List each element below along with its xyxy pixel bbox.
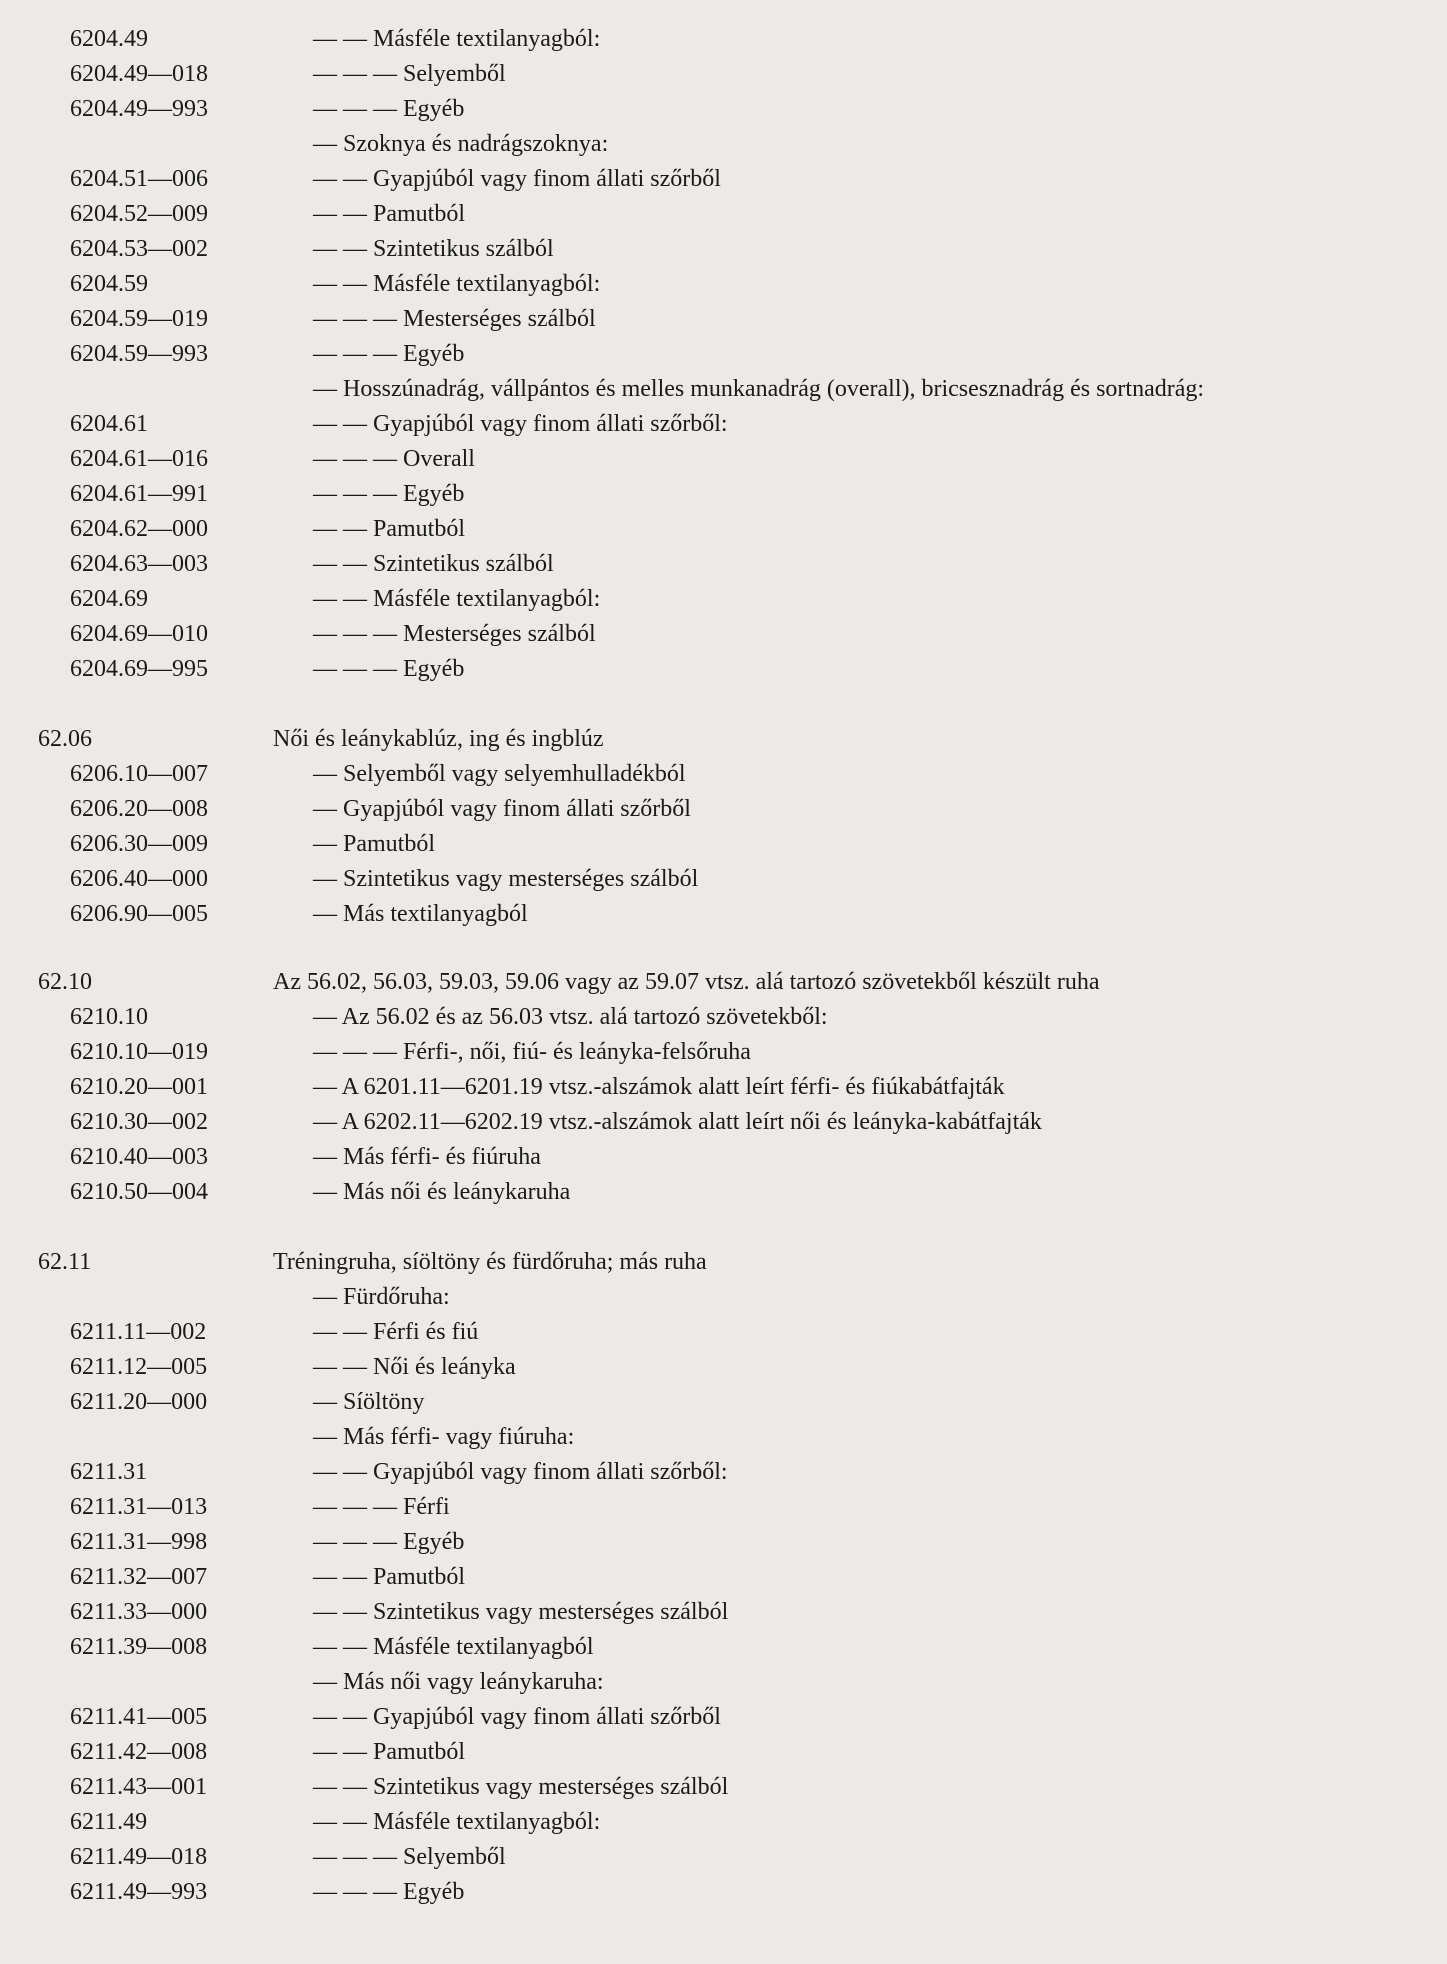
tariff-description: — — Szintetikus szálból (313, 236, 554, 262)
tariff-code: 6211.31—998 (70, 1529, 208, 1555)
tariff-description: — Selyemből vagy selyemhulladékból (313, 761, 686, 787)
tariff-row (0, 897, 1447, 932)
tariff-code: 6206.20—008 (70, 796, 208, 822)
tariff-row (0, 1105, 1447, 1140)
heading-code: 62.10 (38, 969, 92, 995)
tariff-row (0, 1735, 1447, 1770)
heading-code: 62.06 (38, 726, 92, 752)
tariff-row (0, 1070, 1447, 1105)
tariff-description: — — Másféle textilanyagból (313, 1634, 594, 1660)
tariff-row (0, 407, 1447, 442)
tariff-row (0, 1175, 1447, 1210)
tariff-row (0, 1595, 1447, 1630)
tariff-description: — — Szintetikus vagy mesterséges szálból (313, 1774, 729, 1800)
tariff-row (0, 197, 1447, 232)
tariff-description: — — Másféle textilanyagból: (313, 586, 601, 612)
tariff-description: — — Gyapjúból vagy finom állati szőrből: (313, 1459, 728, 1485)
tariff-code: 6211.12—005 (70, 1354, 208, 1380)
tariff-description: — — — Egyéb (313, 96, 465, 122)
tariff-code: 6204.51—006 (70, 166, 208, 192)
tariff-code: 6204.61—991 (70, 481, 208, 507)
tariff-code: 6204.69—010 (70, 621, 208, 647)
tariff-code: 6204.63—003 (70, 551, 208, 577)
tariff-code: 6211.41—005 (70, 1704, 208, 1730)
tariff-row (0, 1805, 1447, 1840)
tariff-row (0, 1630, 1447, 1665)
tariff-description: — — — Egyéb (313, 481, 465, 507)
tariff-row (0, 617, 1447, 652)
tariff-row (0, 1560, 1447, 1595)
tariff-description: — A 6202.11—6202.19 vtsz.-alszámok alatt leírt női és leányka-kabátfajták (313, 1109, 1042, 1135)
tariff-row (0, 1315, 1447, 1350)
tariff-description: — — — Overall (313, 446, 475, 472)
tariff-code: 6204.61—016 (70, 446, 208, 472)
tariff-description: — — — Selyemből (313, 61, 506, 87)
tariff-description: — — — Egyéb (313, 656, 465, 682)
tariff-description: — Gyapjúból vagy finom állati szőrből (313, 796, 691, 822)
tariff-code: 6204.49—993 (70, 96, 208, 122)
tariff-description: — Szoknya és nadrágszoknya: (313, 131, 609, 157)
tariff-description: — Más női vagy leánykaruha: (313, 1669, 604, 1695)
tariff-code: 6211.43—001 (70, 1774, 208, 1800)
tariff-description: — — Pamutból (313, 516, 466, 542)
tariff-description: — Más női és leánykaruha (313, 1179, 571, 1205)
tariff-code: 6210.30—002 (70, 1109, 208, 1135)
tariff-row (0, 1490, 1447, 1525)
tariff-description: — — — Férfi (313, 1494, 450, 1520)
tariff-description: — — — Selyemből (313, 1844, 506, 1870)
tariff-row (0, 862, 1447, 897)
tariff-row (0, 827, 1447, 862)
tariff-description: — Fürdőruha: (313, 1284, 450, 1310)
tariff-description: — — — Egyéb (313, 1879, 465, 1905)
tariff-description: — Pamutból (313, 831, 436, 857)
tariff-code: 6210.20—001 (70, 1074, 208, 1100)
tariff-code: 6211.49—993 (70, 1879, 208, 1905)
tariff-row (0, 1280, 1447, 1315)
tariff-row (0, 652, 1447, 687)
tariff-row (0, 1665, 1447, 1700)
tariff-description: — Más férfi- és fiúruha (313, 1144, 541, 1170)
tariff-row (0, 1420, 1447, 1455)
tariff-code: 6211.49 (70, 1809, 148, 1835)
tariff-code: 6204.53—002 (70, 236, 208, 262)
tariff-row (0, 302, 1447, 337)
tariff-code: 6211.20—000 (70, 1389, 208, 1415)
tariff-description: — Más textilanyagból (313, 901, 528, 927)
tariff-row (0, 1035, 1447, 1070)
tariff-row (0, 22, 1447, 57)
tariff-row (0, 477, 1447, 512)
tariff-row (0, 1840, 1447, 1875)
tariff-description: — — Pamutból (313, 201, 466, 227)
tariff-row (0, 547, 1447, 582)
tariff-description: — — — Mesterséges szálból (313, 306, 596, 332)
tariff-code: 6204.59 (70, 271, 148, 297)
tariff-description: — — Másféle textilanyagból: (313, 1809, 601, 1835)
tariff-row (0, 582, 1447, 617)
tariff-code: 6204.49 (70, 26, 148, 52)
tariff-row (0, 92, 1447, 127)
tariff-description: — — Férfi és fiú (313, 1319, 479, 1345)
tariff-description: — Szintetikus vagy mesterséges szálból (313, 866, 699, 892)
tariff-row (0, 1385, 1447, 1420)
heading-row (0, 722, 1447, 757)
tariff-row (0, 57, 1447, 92)
tariff-row (0, 127, 1447, 162)
tariff-code: 6211.32—007 (70, 1564, 208, 1590)
tariff-code: 6204.69 (70, 586, 148, 612)
tariff-row (0, 372, 1447, 407)
tariff-code: 6211.33—000 (70, 1599, 208, 1625)
tariff-row (0, 162, 1447, 197)
tariff-code: 6211.49—018 (70, 1844, 208, 1870)
heading-row (0, 1245, 1447, 1280)
tariff-code: 6206.90—005 (70, 901, 208, 927)
tariff-code: 6210.10—019 (70, 1039, 208, 1065)
tariff-row (0, 1350, 1447, 1385)
tariff-code: 6204.61 (70, 411, 148, 437)
tariff-code: 6210.50—004 (70, 1179, 208, 1205)
heading-description: Tréningruha, síöltöny és fürdőruha; más ruha (273, 1249, 707, 1275)
tariff-row (0, 1700, 1447, 1735)
tariff-description: — — — Egyéb (313, 1529, 465, 1555)
tariff-row (0, 792, 1447, 827)
tariff-description: — — — Egyéb (313, 341, 465, 367)
tariff-code: 6206.30—009 (70, 831, 208, 857)
tariff-row (0, 337, 1447, 372)
tariff-code: 6211.42—008 (70, 1739, 208, 1765)
tariff-description: — — Gyapjúból vagy finom állati szőrből (313, 166, 721, 192)
tariff-description: — — Gyapjúból vagy finom állati szőrből (313, 1704, 721, 1730)
tariff-code: 6210.40—003 (70, 1144, 208, 1170)
tariff-row (0, 232, 1447, 267)
heading-code: 62.11 (38, 1249, 92, 1275)
tariff-code: 6204.62—000 (70, 516, 208, 542)
tariff-group-6204 (0, 22, 1447, 687)
tariff-description: — Síöltöny (313, 1389, 425, 1415)
tariff-description: — — Pamutból (313, 1564, 466, 1590)
tariff-group-6211 (0, 1245, 1447, 1910)
tariff-group-6206 (0, 722, 1447, 932)
tariff-row (0, 1875, 1447, 1910)
tariff-row (0, 442, 1447, 477)
tariff-code: 6206.40—000 (70, 866, 208, 892)
tariff-code: 6211.11—002 (70, 1319, 207, 1345)
tariff-description: — — Másféle textilanyagból: (313, 26, 601, 52)
tariff-row (0, 1770, 1447, 1805)
tariff-description: — — Szintetikus szálból (313, 551, 554, 577)
tariff-description: — — Másféle textilanyagból: (313, 271, 601, 297)
tariff-code: 6211.39—008 (70, 1634, 208, 1660)
tariff-code: 6204.49—018 (70, 61, 208, 87)
tariff-code: 6204.52—009 (70, 201, 208, 227)
heading-description: Az 56.02, 56.03, 59.03, 59.06 vagy az 59.07 vtsz. alá tartozó szövetekből készült ruha (273, 969, 1100, 995)
tariff-description: — Hosszúnadrág, vállpántos és melles munkanadrág (overall), bricsesznadrág és sortnadrág: (313, 376, 1205, 402)
tariff-description: — Az 56.02 és az 56.03 vtsz. alá tartozó szövetekből: (313, 1004, 828, 1030)
tariff-description: — — Női és leányka (313, 1354, 516, 1380)
tariff-row (0, 1000, 1447, 1035)
heading-description: Női és leánykablúz, ing és ingblúz (273, 726, 604, 752)
tariff-description: — A 6201.11—6201.19 vtsz.-alszámok alatt leírt férfi- és fiúkabátfajták (313, 1074, 1005, 1100)
tariff-row (0, 512, 1447, 547)
tariff-row (0, 267, 1447, 302)
tariff-code: 6204.69—995 (70, 656, 208, 682)
tariff-code: 6211.31 (70, 1459, 148, 1485)
tariff-code: 6204.59—993 (70, 341, 208, 367)
tariff-code: 6206.10—007 (70, 761, 208, 787)
tariff-description: — — — Férfi-, női, fiú- és leányka-felsőruha (313, 1039, 751, 1065)
tariff-row (0, 1525, 1447, 1560)
tariff-row (0, 1140, 1447, 1175)
tariff-row (0, 757, 1447, 792)
tariff-description: — — Pamutból (313, 1739, 466, 1765)
tariff-description: — Más férfi- vagy fiúruha: (313, 1424, 575, 1450)
tariff-group-6210 (0, 965, 1447, 1210)
tariff-description: — — Szintetikus vagy mesterséges szálból (313, 1599, 729, 1625)
tariff-code: 6210.10 (70, 1004, 148, 1030)
heading-row (0, 965, 1447, 1000)
tariff-row (0, 1455, 1447, 1490)
tariff-description: — — — Mesterséges szálból (313, 621, 596, 647)
tariff-code: 6211.31—013 (70, 1494, 208, 1520)
tariff-description: — — Gyapjúból vagy finom állati szőrből: (313, 411, 728, 437)
tariff-code: 6204.59—019 (70, 306, 208, 332)
